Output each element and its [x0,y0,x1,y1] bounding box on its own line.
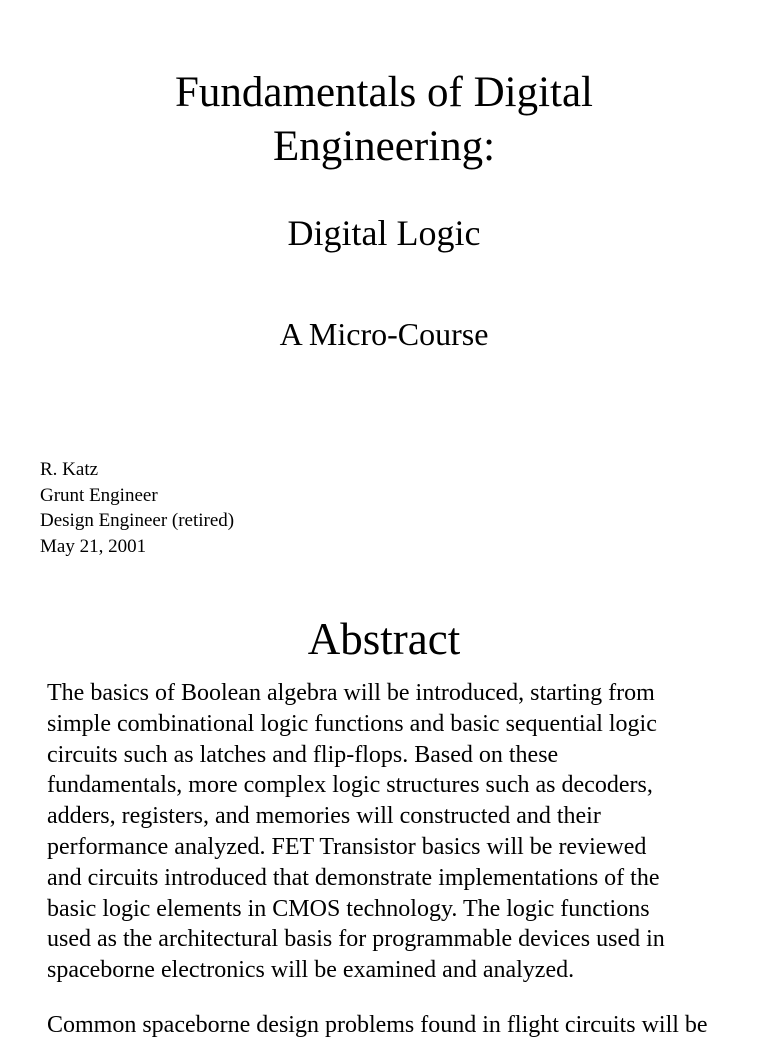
author-date: May 21, 2001 [40,536,147,558]
abstract-paragraph [47,678,747,986]
author-role-1: Grunt Engineer [40,484,158,506]
document-title [0,66,768,174]
abstract-line: basic logic elements in CMOS technology. The logic functions [47,895,650,922]
abstract-heading: Abstract [307,614,461,664]
course-type: A Micro-Course [279,316,489,352]
abstract-line: fundamentals, more complex logic structures such as decoders, [47,772,653,799]
abstract-line: performance analyzed. FET Transistor basics will be reviewed [47,833,647,860]
abstract-line: and circuits introduced that demonstrate implementations of the [47,864,660,891]
author-name: R. Katz [40,459,99,480]
abstract-line: circuits such as latches and flip-flops. Based on these [47,741,559,768]
abstract-line: simple combinational logic functions and basic sequential logic [47,710,657,737]
title-block [0,66,768,174]
abstract-paragraph-2-partial: Common spaceborne design problems found in flight circuits will be [47,1012,708,1038]
author-block [40,457,234,560]
abstract-line: used as the architectural basis for programmable devices used in [47,926,665,953]
abstract-line: The basics of Boolean algebra will be introduced, starting from [47,680,655,706]
author-role-2: Design Engineer (retired) [40,510,235,532]
abstract-line: adders, registers, and memories will constructed and their [47,803,601,830]
abstract-line: spaceborne electronics will be examined and analyzed. [47,957,575,984]
document-subtitle: Digital Logic [287,213,481,253]
title-line-2: Engineering: [272,123,496,170]
title-line-1: Fundamentals of Digital [175,69,593,116]
